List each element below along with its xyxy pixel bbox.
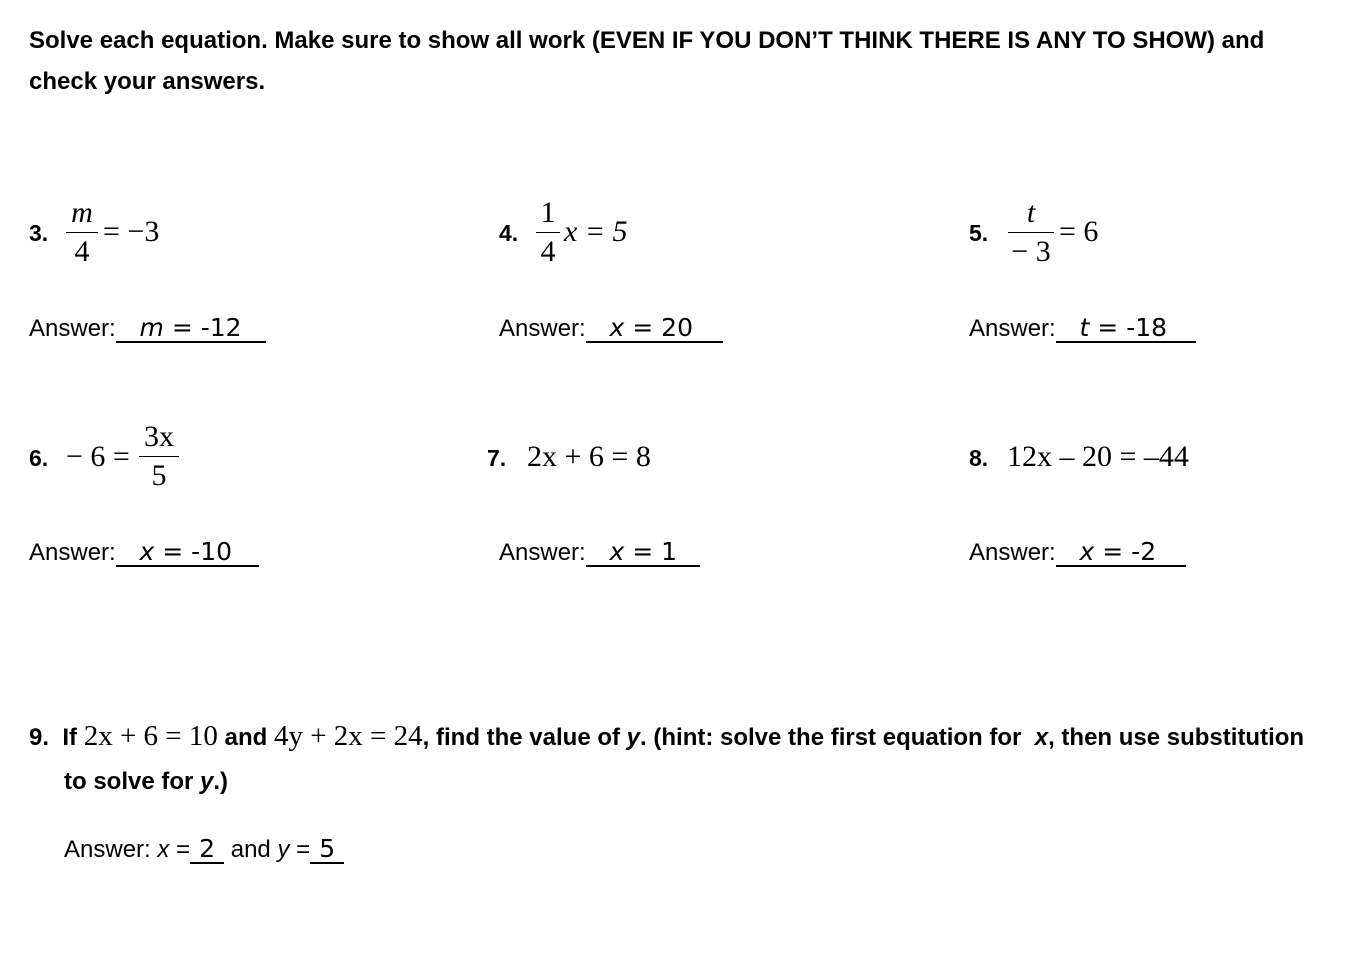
problem-9-equation-1: 2x + 6 = 10 <box>83 720 218 752</box>
answer-variable: x <box>609 537 625 566</box>
problem-9-and: and <box>224 724 268 751</box>
problem-3-fraction <box>66 196 98 269</box>
answer-variable: x <box>1079 537 1095 566</box>
problem-9-text-2: . (hint: solve the first equation for <box>640 724 1022 751</box>
problem-3-answer <box>29 315 266 343</box>
answer-blank[interactable] <box>116 539 259 567</box>
problem-4-equation-rest: x = 5 <box>564 215 628 248</box>
fraction-numerator: 3x <box>144 420 174 453</box>
problem-9-text-1: , find the value of <box>422 724 620 751</box>
answer-variable: t <box>1079 313 1090 342</box>
problem-4-fraction <box>536 196 560 269</box>
answer-y-label: y <box>277 836 290 863</box>
answer-value: = -18 <box>1089 313 1168 342</box>
problem-4-number: 4. <box>499 220 519 246</box>
problem-8-answer <box>969 539 1186 567</box>
answer-blank[interactable] <box>1056 539 1186 567</box>
answer-blank[interactable] <box>586 539 700 567</box>
problem-8-equation: 12x – 20 = –44 <box>1007 440 1189 473</box>
problem-7-equation: 2x + 6 = 8 <box>527 440 651 473</box>
problem-5-fraction <box>1008 196 1054 269</box>
problem-9-equation-2: 4y + 2x = 24 <box>273 720 423 752</box>
problem-9-text-3: , then use substitution to solve for <box>64 724 1305 795</box>
answer-x-blank[interactable]: 2 <box>190 836 224 864</box>
problem-5-equation-rest: = 6 <box>1059 215 1099 248</box>
problem-8-number: 8. <box>969 445 989 471</box>
answer-variable: x <box>609 313 625 342</box>
answer-blank[interactable] <box>116 315 266 343</box>
problem-9-answer <box>64 836 344 864</box>
problem-9-number: 9. <box>29 724 50 751</box>
answer-value: = 20 <box>624 313 693 342</box>
fraction-denominator: 4 <box>540 235 556 268</box>
problem-5-answer <box>969 315 1196 343</box>
answer-variable: m <box>139 313 164 342</box>
answer-eq-sign: = <box>176 836 191 863</box>
answer-variable: x <box>139 537 155 566</box>
answer-label: Answer: <box>969 539 1056 566</box>
answer-label: Answer: <box>969 315 1056 342</box>
answer-label: Answer: <box>29 539 116 566</box>
problem-3-number: 3. <box>29 220 49 246</box>
answer-label: Answer: <box>499 539 586 566</box>
answer-blank[interactable] <box>1056 315 1196 343</box>
answer-value: = 1 <box>624 537 678 566</box>
problem-6-fraction <box>139 420 179 493</box>
answer-blank[interactable] <box>586 315 723 343</box>
problem-4-answer <box>499 315 723 343</box>
problem-9-var-y-2: y <box>200 768 214 795</box>
answer-label: Answer: <box>64 836 151 863</box>
problem-7-answer <box>499 539 700 567</box>
answer-value: = -12 <box>163 313 242 342</box>
answer-label: Answer: <box>499 315 586 342</box>
fraction-denominator: 4 <box>74 235 90 268</box>
answer-value: = -2 <box>1094 537 1157 566</box>
answer-and: and <box>230 836 271 863</box>
problem-6-number: 6. <box>29 445 49 471</box>
answer-x-label: x <box>157 836 170 863</box>
answer-value: = -10 <box>154 537 233 566</box>
problem-9-if: If <box>62 724 78 751</box>
problem-9-var-y: y <box>626 724 641 751</box>
problem-7-number: 7. <box>487 445 507 471</box>
problem-9-var-x: x <box>1034 724 1049 751</box>
problem-6-answer <box>29 539 259 567</box>
fraction-numerator: m <box>71 196 93 229</box>
problem-6-equation-lead: − 6 = <box>66 440 130 473</box>
fraction-denominator: − 3 <box>1011 235 1051 268</box>
problem-3-equation-rest: = −3 <box>103 215 160 248</box>
fraction-numerator: t <box>1026 196 1036 229</box>
answer-eq-sign-2: = <box>296 836 311 863</box>
problem-5-number: 5. <box>969 220 989 246</box>
answer-y-blank[interactable]: 5 <box>310 836 344 864</box>
fraction-denominator: 5 <box>151 459 167 492</box>
fraction-numerator: 1 <box>540 196 556 229</box>
problem-9-text-4: .) <box>213 768 229 795</box>
answer-label: Answer: <box>29 315 116 342</box>
instructions: Solve each equation. Make sure to show all work (EVEN IF YOU DON’T THINK THERE IS ANY TO SHOW) and check your answers. <box>29 27 1265 95</box>
problem-9 <box>29 714 1329 804</box>
